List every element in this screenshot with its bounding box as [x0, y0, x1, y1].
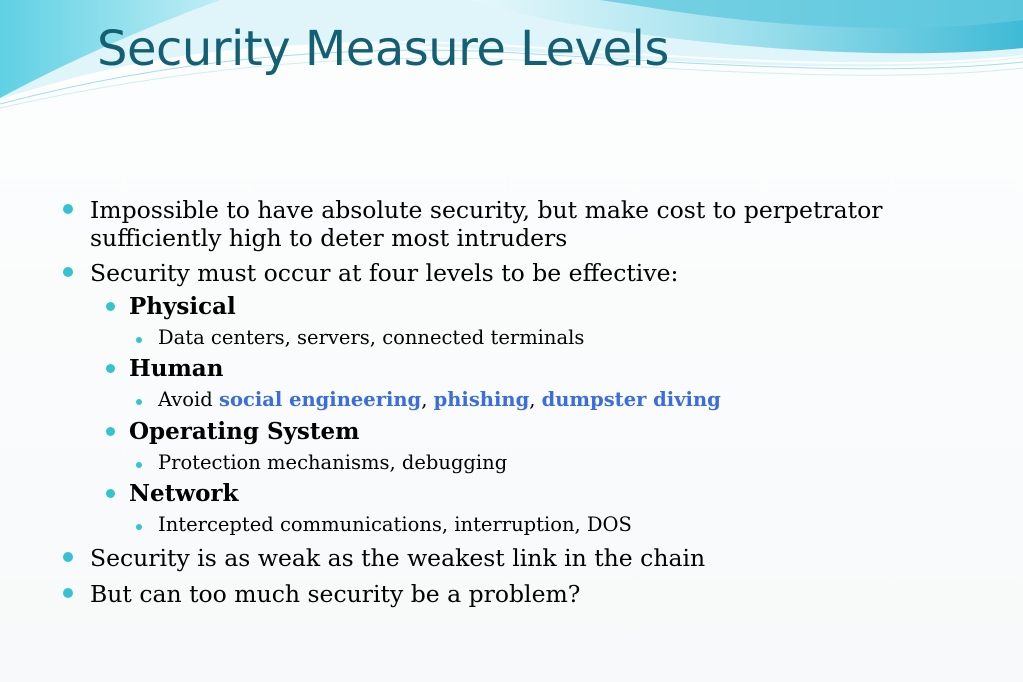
bullet-icon	[106, 302, 115, 311]
bullet-item: Security is as weak as the weakest link in the chain	[90, 544, 706, 572]
bullet-item: But can too much security be a problem?	[90, 580, 581, 608]
level-heading-human: Human	[129, 355, 224, 382]
level-detail: Protection mechanisms, debugging	[158, 451, 508, 474]
bullet-icon	[63, 588, 73, 598]
level-detail: Data centers, servers, connected terminals	[158, 326, 585, 349]
level-detail: Intercepted communications, interruption, DOS	[158, 513, 632, 536]
level-detail-human	[158, 388, 721, 412]
level-heading-operating-system: Operating System	[129, 418, 360, 445]
bullet-icon	[63, 204, 73, 214]
bullet-icon	[106, 427, 115, 436]
bullet-icon	[136, 337, 142, 343]
slide-title: Security Measure Levels	[97, 21, 669, 77]
bullet-item-line: sufficiently high to deter most intruders	[90, 224, 568, 252]
bullet-icon	[63, 267, 73, 277]
separator: ,	[421, 388, 428, 411]
bullet-item: Security must occur at four levels to be effective:	[90, 259, 679, 287]
bullet-icon	[63, 552, 73, 562]
bullet-icon	[106, 489, 115, 498]
separator: ,	[529, 388, 536, 411]
level-heading-network: Network	[129, 480, 239, 507]
bullet-icon	[136, 462, 142, 468]
level-heading-physical: Physical	[129, 293, 236, 320]
bullet-icon	[136, 399, 142, 405]
avoid-text: Avoid	[158, 388, 213, 411]
highlight-dumpster-diving: dumpster diving	[541, 388, 721, 411]
highlight-social-engineering: social engineering	[218, 388, 422, 411]
bullet-item-line: Impossible to have absolute security, but make cost to perpetrator	[90, 196, 883, 224]
bullet-icon	[136, 524, 142, 530]
bullet-icon	[106, 364, 115, 373]
highlight-phishing: phishing	[433, 388, 530, 411]
